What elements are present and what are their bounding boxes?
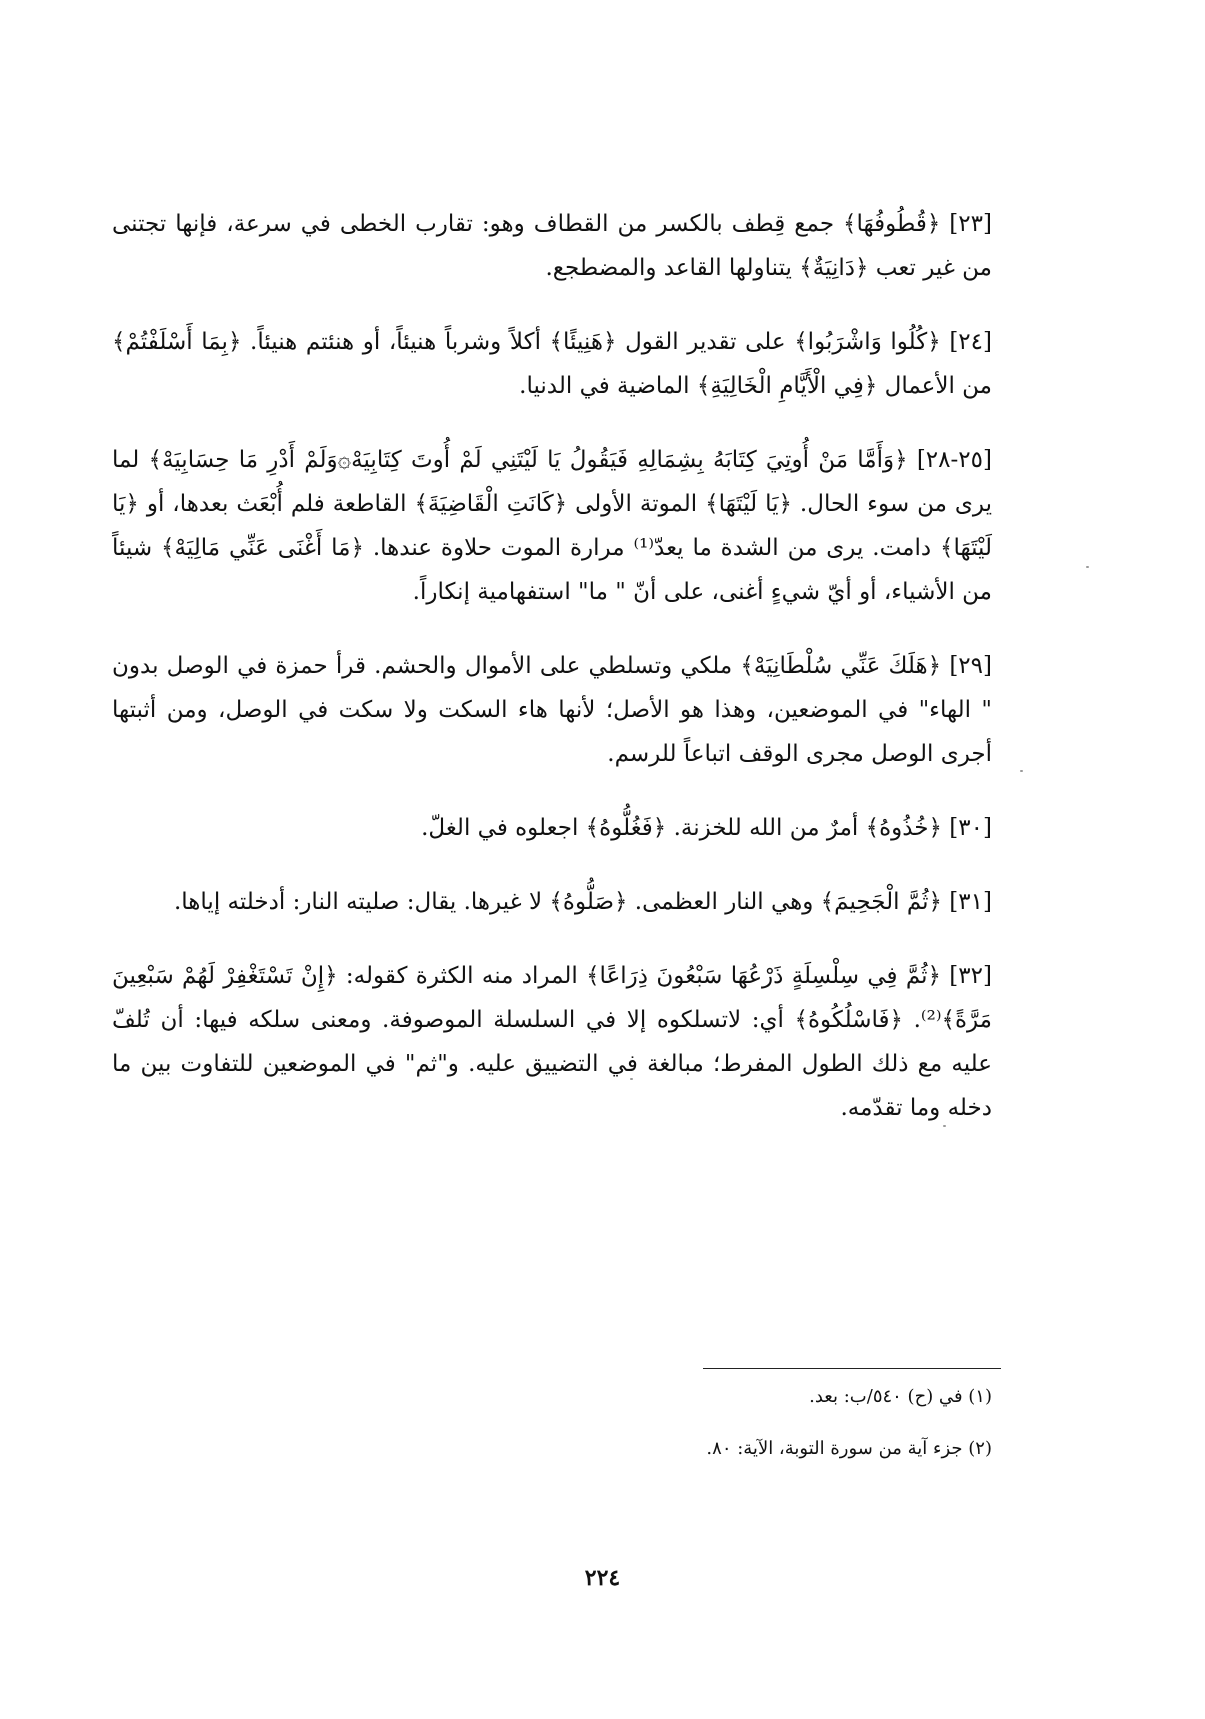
footnote-separator	[703, 1368, 1001, 1369]
body-text	[112, 202, 992, 1160]
page-number: ٢٢٤	[584, 1565, 621, 1591]
footnote-2: (٢) جزء آية من سورة التوبة، الآية: ٨٠.	[706, 1438, 992, 1459]
scan-speck	[1086, 566, 1089, 568]
commentary-entry-25-28: [٢٥-٢٨] ﴿وَأَمَّا مَنْ أُوتِيَ كِتَابَهُ بِشِمَالِهِ فَيَقُولُ يَا لَيْتَنِي لَمْ أُوتَ كِتَابِيَهْ۞وَلَمْ أَدْرِ مَا حِسَابِيَهْ﴾ لما يرى من سوء الحال. ﴿يَا لَيْتَهَا﴾ الموتة الأولى ﴿كَانَتِ الْقَاضِيَةَ﴾ القاطعة فلم أُبْعَث بعدها، أو ﴿يَا لَيْتَهَا﴾ دامت. يرى من الشدة ما يعدّ⁽¹⁾ مرارة الموت حلاوة عندها. ﴿مَا أَغْنَى عَنِّي مَالِيَهْ﴾ شيئاً من الأشياء، أو أيّ شيءٍ أغنى، على أنّ " ما" استفهامية إنكاراً.	[112, 447, 992, 605]
scan-speck	[1020, 770, 1023, 772]
scan-speck	[630, 1078, 633, 1080]
commentary-entry-24: [٢٤] ﴿كُلُوا وَاشْرَبُوا﴾ على تقدير القول ﴿هَنِيئًا﴾ أكلاً وشرباً هنيئاً، أو هنئتم هنيئاً. ﴿بِمَا أَسْلَفْتُمْ﴾ من الأعمال ﴿فِي الْأَيَّامِ الْخَالِيَةِ﴾ الماضية في الدنيا.	[112, 329, 992, 399]
commentary-entry-32: [٣٢] ﴿ثُمَّ فِي سِلْسِلَةٍ ذَرْعُهَا سَبْعُونَ ذِرَاعًا﴾ المراد منه الكثرة كقوله: ﴿إِنْ تَسْتَغْفِرْ لَهُمْ سَبْعِينَ مَرَّةً﴾⁽²⁾. ﴿فَاسْلُكُوهُ﴾ أي: لاتسلكوه إلا في السلسلة الموصوفة. ومعنى سلكه فيها: أن تُلفّ عليه مع ذلك الطول المفرط؛ مبالغة في التضييق عليه. و"ثم" في الموضعين للتفاوت بين ما دخله وما تقدّمه.	[112, 963, 992, 1121]
footnote-1: (١) في (ح) ٥٤٠/ب: بعد.	[809, 1386, 992, 1407]
commentary-entry-31: [٣١] ﴿ثُمَّ الْجَحِيمَ﴾ وهي النار العظمى. ﴿صَلُّوهُ﴾ لا غيرها. يقال: صليته النار: أدخلته إياها.	[173, 889, 992, 915]
commentary-entry-29: [٢٩] ﴿هَلَكَ عَنِّي سُلْطَانِيَهْ﴾ ملكي وتسلطي على الأموال والحشم. قرأ حمزة في الوصل بدون " الهاء" في الموضعين، وهذا هو الأصل؛ لأنها هاء السكت ولا سكت في الوصل، ومن أثبتها أجرى الوصل مجرى الوقف اتباعاً للرسم.	[112, 653, 992, 767]
commentary-entry-23: [٢٣] ﴿قُطُوفُهَا﴾ جمع قِطف بالكسر من القطاف وهو: تقارب الخطى في سرعة، فإنها تجتنى من غير تعب ﴿دَانِيَةٌ﴾ يتناولها القاعد والمضطجع.	[112, 211, 992, 281]
footnotes	[112, 1385, 992, 1489]
commentary-entry-30: [٣٠] ﴿خُذُوهُ﴾ أمرٌ من الله للخزنة. ﴿فَغُلُّوهُ﴾ اجعلوه في الغلّ.	[421, 815, 992, 841]
scan-speck	[943, 1125, 946, 1127]
